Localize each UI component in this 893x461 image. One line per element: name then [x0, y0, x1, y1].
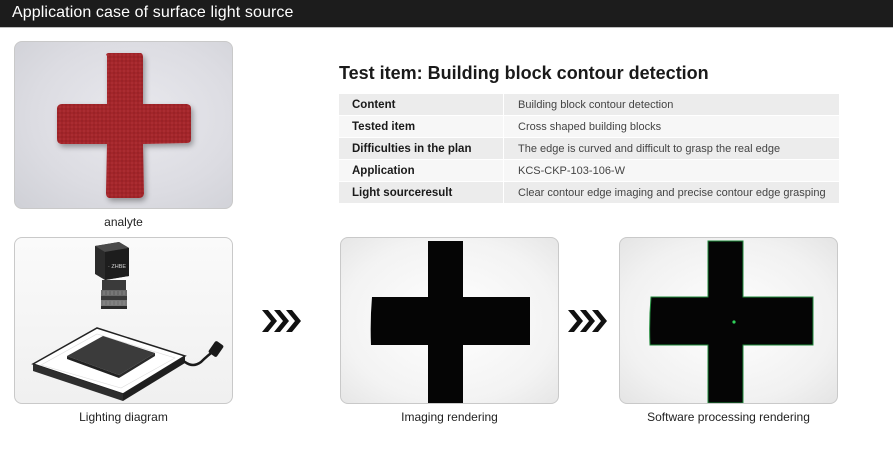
- table-row: [339, 182, 839, 204]
- imaging-rendering-image: [340, 237, 559, 404]
- row-key: Light sourceresult: [339, 182, 504, 204]
- table-row: [339, 160, 839, 182]
- lighting-setup-illustration: [15, 238, 233, 404]
- table-row: [339, 116, 839, 138]
- row-value: Cross shaped building blocks: [504, 116, 840, 138]
- test-item-title: Test item: Building block contour detection: [339, 63, 709, 83]
- center-point-marker: [732, 320, 735, 323]
- contour-detected-cross: [620, 238, 838, 404]
- svg-text:· ZHBE: · ZHBE: [108, 264, 127, 270]
- test-spec-table: [339, 94, 839, 204]
- camera-icon: [95, 242, 129, 309]
- row-key: Tested item: [339, 116, 504, 138]
- row-value: The edge is curved and difficult to grasp the real edge: [504, 138, 840, 160]
- row-value: KCS-CKP-103-106-W: [504, 160, 840, 182]
- section-title: Application case of surface light source: [12, 4, 294, 21]
- section-header-bar: [0, 0, 893, 27]
- analyte-caption: analyte: [104, 215, 143, 229]
- table-row: [339, 138, 839, 160]
- software-caption: Software processing rendering: [647, 410, 810, 424]
- header-divider: [0, 27, 893, 28]
- red-cross-block-image: [15, 42, 233, 209]
- row-key: Difficulties in the plan: [339, 138, 504, 160]
- analyte-photo: [14, 41, 233, 209]
- triple-chevron-right-icon: [568, 308, 608, 334]
- table-row: [339, 94, 839, 116]
- lighting-caption: Lighting diagram: [79, 410, 168, 424]
- row-key: Content: [339, 94, 504, 116]
- lighting-diagram: [14, 237, 233, 404]
- imaging-caption: Imaging rendering: [401, 410, 498, 424]
- row-key: Application: [339, 160, 504, 182]
- black-cross-silhouette: [341, 238, 559, 404]
- row-value: Clear contour edge imaging and precise contour edge grasping: [504, 182, 840, 204]
- software-processing-image: [619, 237, 838, 404]
- surface-light-source: [33, 328, 185, 401]
- row-value: Building block contour detection: [504, 94, 840, 116]
- triple-chevron-right-icon: [262, 308, 302, 334]
